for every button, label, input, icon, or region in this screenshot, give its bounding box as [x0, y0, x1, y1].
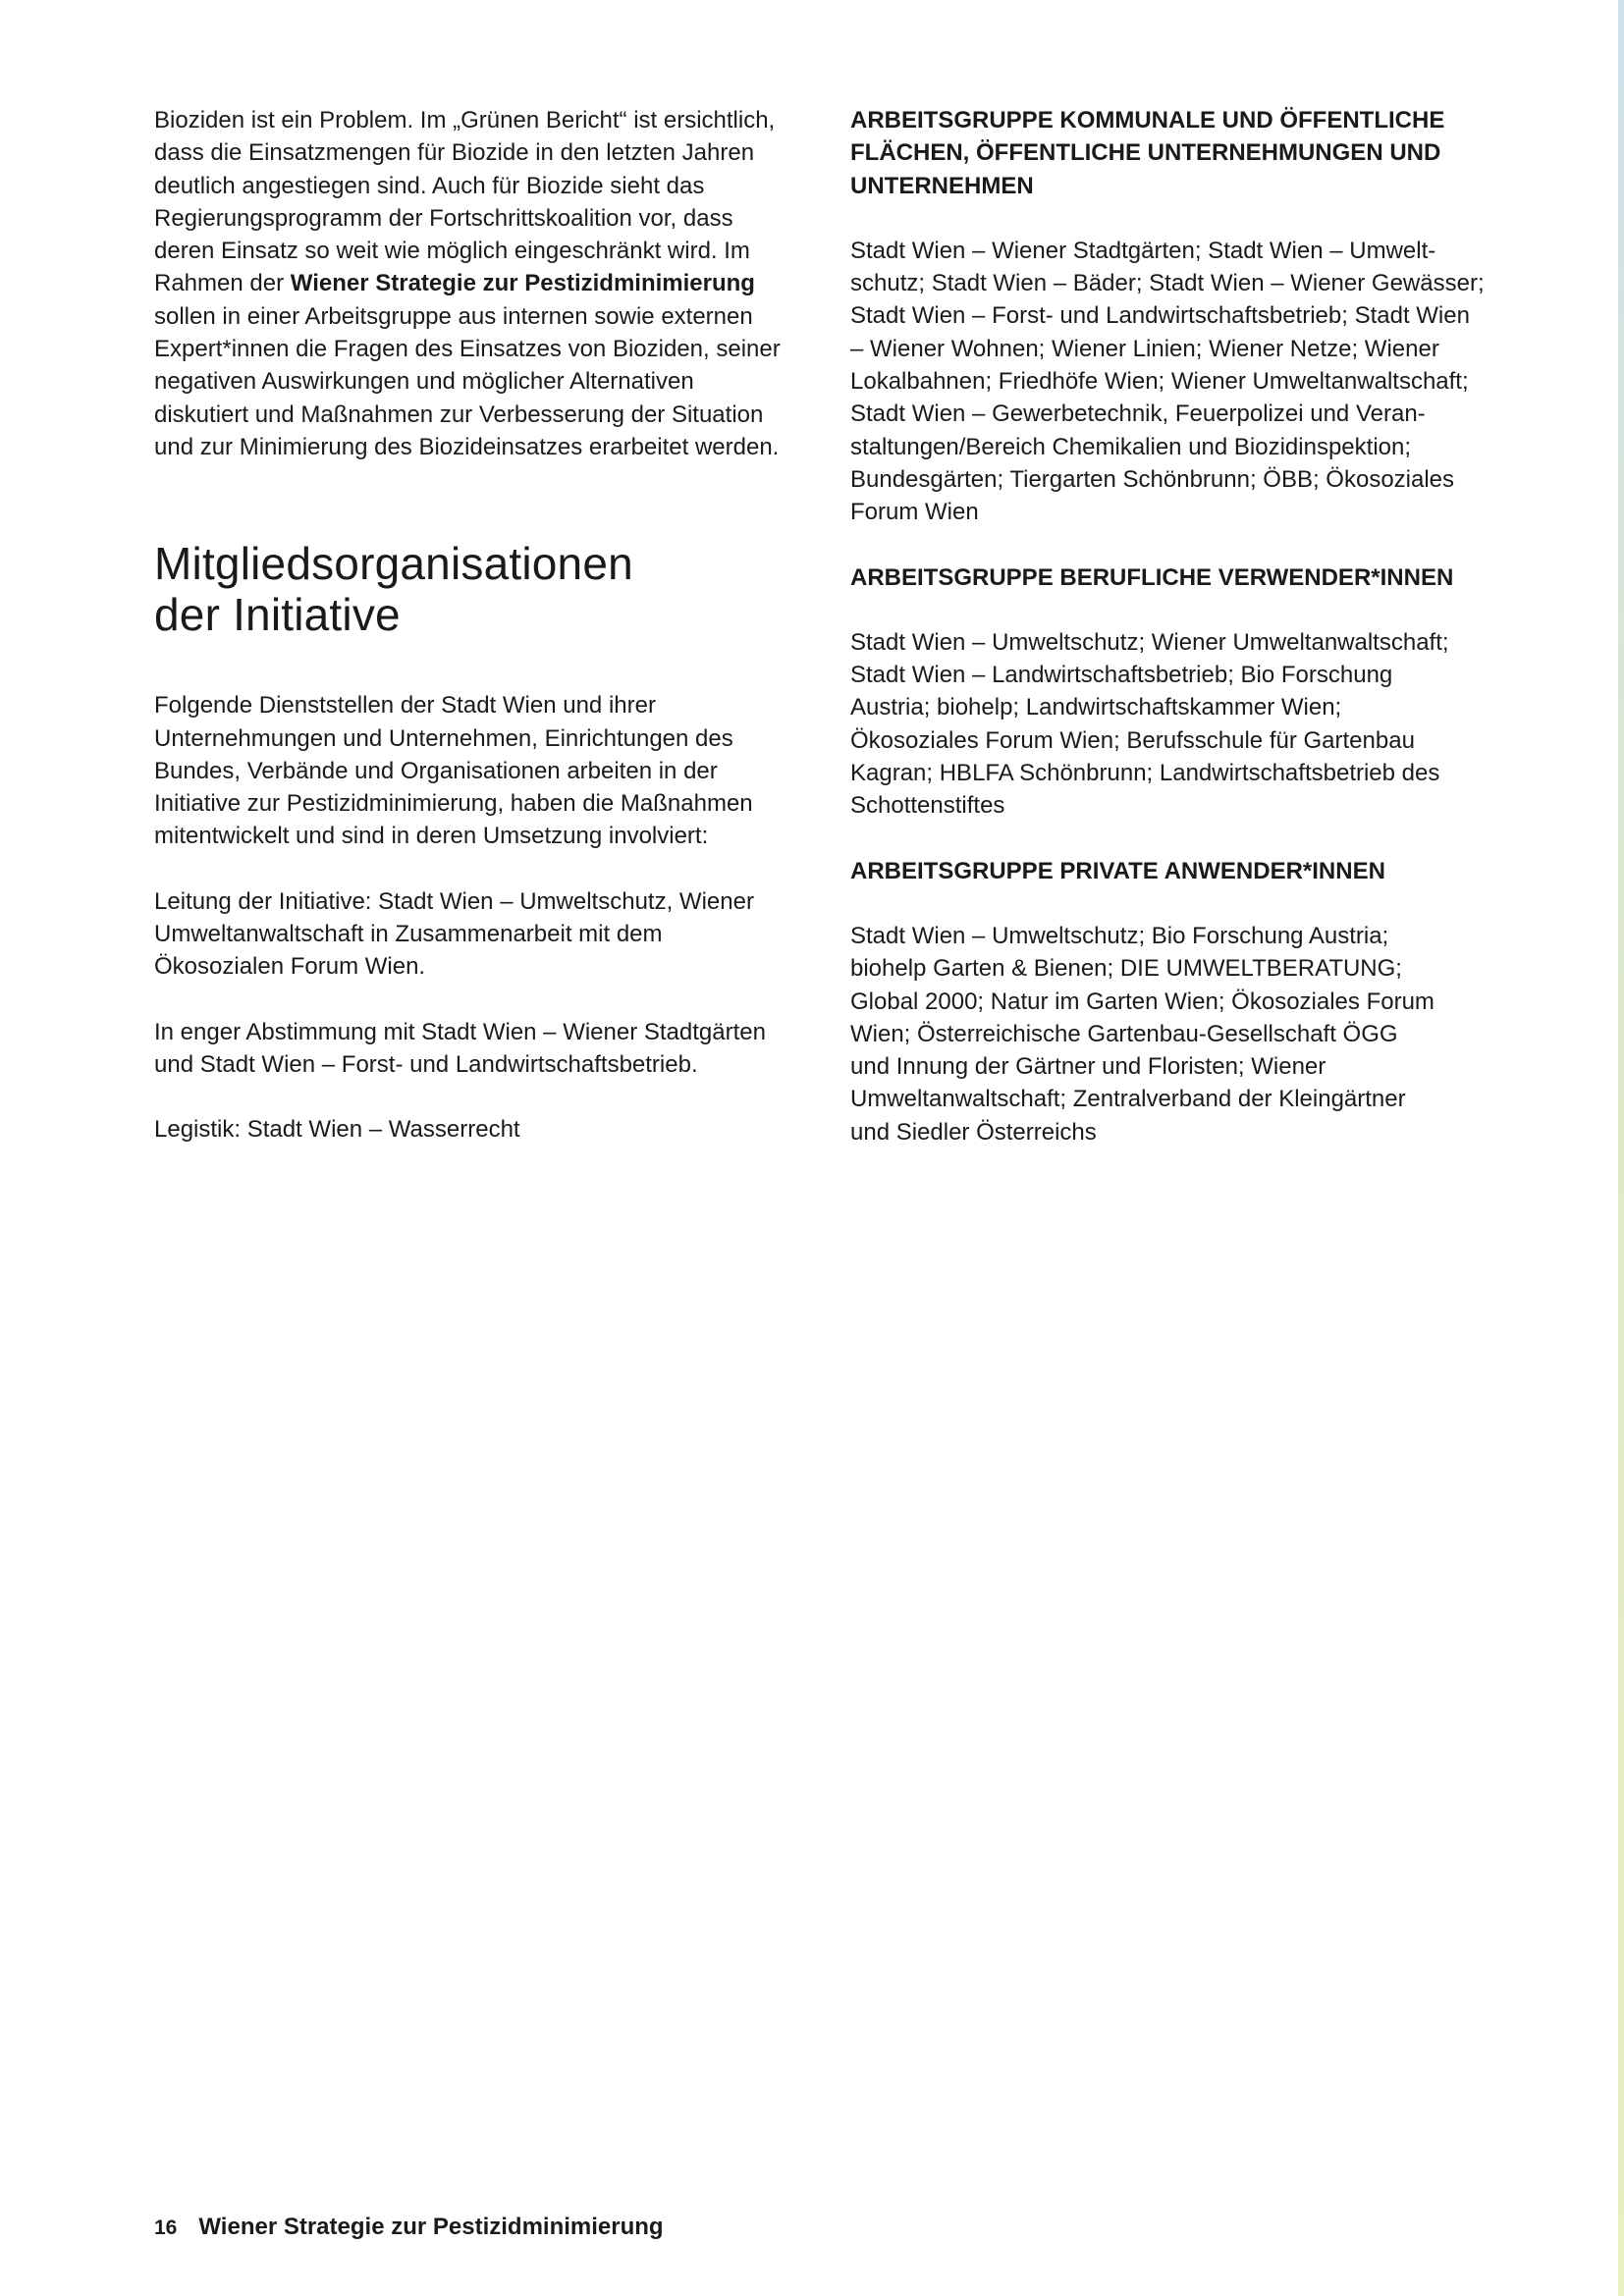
member-line: Wien; Österreichische Gartenbau-Gesellschaft ÖGG — [850, 1020, 1398, 1047]
member-line: biohelp Garten & Bienen; DIE UMWELTBERATUNG; — [850, 955, 1402, 983]
paragraph-line: Unternehmungen und Unternehmen, Einrichtungen des — [154, 724, 733, 752]
group-title-line: ARBEITSGRUPPE BERUFLICHE VERWENDER*INNEN — [850, 563, 1454, 591]
paragraph-line: Leitung der Initiative: Stadt Wien – Umweltschutz, Wiener — [154, 887, 754, 915]
member-line: Forum Wien — [850, 499, 979, 526]
member-line: Stadt Wien – Umweltschutz; Bio Forschung Austria; — [850, 922, 1389, 949]
right-column — [850, 104, 1508, 1148]
intro-line: Expert*innen die Fragen des Einsatzes von Bioziden, seiner — [154, 336, 781, 363]
intro-line: Bioziden ist ein Problem. Im „Grünen Bericht“ ist ersichtlich, — [154, 107, 776, 133]
paragraph-line: Bundes, Verbände und Organisationen arbeiten in der — [154, 757, 718, 784]
intro-line: sollen in einer Arbeitsgruppe aus internen sowie externen — [154, 302, 753, 330]
intro-paragraph — [154, 104, 822, 463]
members-intro-paragraph — [154, 689, 822, 852]
paragraph-line: Ökosozialen Forum Wien. — [154, 953, 426, 981]
working-group-members-municipal — [850, 235, 1508, 529]
intro-line: Rahmen der — [154, 270, 291, 297]
intro-line: deren Einsatz so weit wie möglich eingeschränkt wird. Im — [154, 238, 750, 265]
legistics-paragraph — [154, 1113, 822, 1146]
member-line: Kagran; HBLFA Schönbrunn; Landwirtschaftsbetrieb des — [850, 760, 1440, 787]
paragraph-line: Initiative zur Pestizidminimierung, haben die Maßnahmen — [154, 790, 753, 818]
publication-title: Wiener Strategie zur Pestizidminimierung — [198, 2214, 664, 2240]
heading-line: der Initiative — [154, 589, 401, 641]
member-line: und Siedler Österreichs — [850, 1118, 1097, 1146]
working-group-title-private — [850, 855, 1508, 887]
leadership-paragraph — [154, 885, 822, 984]
paragraph-line: Folgende Dienststellen der Stadt Wien und ihrer — [154, 692, 656, 720]
working-group-title-municipal — [850, 104, 1508, 202]
section-heading — [154, 538, 822, 640]
member-line: Lokalbahnen; Friedhöfe Wien; Wiener Umweltanwaltschaft; — [850, 368, 1469, 396]
page-number: 16 — [154, 2216, 178, 2239]
working-group-members-private — [850, 920, 1508, 1148]
intro-line: Regierungsprogramm der Fortschrittskoalition vor, dass — [154, 204, 733, 232]
member-line: Ökosoziales Forum Wien; Berufsschule für Gartenbau — [850, 726, 1415, 754]
intro-line: dass die Einsatzmengen für Biozide in den letzten Jahren — [154, 139, 755, 167]
member-line: Bundesgärten; Tiergarten Schönbrunn; ÖBB; Ökosoziales — [850, 465, 1455, 493]
working-group-members-professional — [850, 626, 1508, 823]
member-line: Stadt Wien – Landwirtschaftsbetrieb; Bio Forschung — [850, 662, 1393, 689]
left-column — [154, 104, 822, 1147]
page-edge-decoration — [1618, 0, 1624, 2296]
member-line: staltungen/Bereich Chemikalien und Biozidinspektion; — [850, 433, 1412, 460]
page-footer — [154, 2213, 664, 2243]
heading-line: Mitgliedsorganisationen — [154, 538, 633, 590]
member-line: Stadt Wien – Gewerbetechnik, Feuerpolizei und Veran- — [850, 400, 1426, 428]
member-line: und Innung der Gärtner und Floristen; Wiener — [850, 1053, 1326, 1081]
intro-line: negativen Auswirkungen und möglicher Alternativen — [154, 368, 694, 396]
paragraph-line: In enger Abstimmung mit Stadt Wien – Wiener Stadtgärten — [154, 1018, 766, 1045]
paragraph-line: Umweltanwaltschaft in Zusammenarbeit mit dem — [154, 921, 663, 948]
group-title-line: UNTERNEHMEN — [850, 172, 1034, 199]
group-title-line: FLÄCHEN, ÖFFENTLICHE UNTERNEHMUNGEN UND — [850, 139, 1441, 167]
intro-line: und zur Minimierung des Biozideinsatzes erarbeitet werden. — [154, 433, 780, 460]
group-title-line: ARBEITSGRUPPE PRIVATE ANWENDER*INNEN — [850, 857, 1385, 884]
member-line: Stadt Wien – Forst- und Landwirtschaftsbetrieb; Stadt Wien — [850, 302, 1470, 330]
member-line: schutz; Stadt Wien – Bäder; Stadt Wien – Wiener Gewässer; — [850, 270, 1485, 297]
paragraph-line: und Stadt Wien – Forst- und Landwirtschaftsbetrieb. — [154, 1050, 698, 1078]
group-title-line: ARBEITSGRUPPE KOMMUNALE UND ÖFFENTLICHE — [850, 107, 1445, 133]
member-line: Stadt Wien – Wiener Stadtgärten; Stadt Wien – Umwelt- — [850, 237, 1436, 264]
intro-line: deutlich angestiegen sind. Auch für Biozide sieht das — [154, 172, 705, 199]
coordination-paragraph — [154, 1016, 822, 1082]
member-line: Austria; biohelp; Landwirtschaftskammer Wien; — [850, 694, 1342, 721]
member-line: Schottenstiftes — [850, 792, 1005, 820]
paragraph-line: Legistik: Stadt Wien – Wasserrecht — [154, 1116, 520, 1144]
member-line: Stadt Wien – Umweltschutz; Wiener Umweltanwaltschaft; — [850, 628, 1449, 656]
working-group-title-professional — [850, 561, 1508, 594]
intro-line: diskutiert und Maßnahmen zur Verbesserung der Situation — [154, 400, 764, 428]
member-line: Umweltanwaltschaft; Zentralverband der Kleingärtner — [850, 1086, 1406, 1113]
member-line: Global 2000; Natur im Garten Wien; Ökosoziales Forum — [850, 988, 1435, 1015]
paragraph-line: mitentwickelt und sind in deren Umsetzung involviert: — [154, 823, 709, 850]
strategy-name-bold: Wiener Strategie zur Pestizidminimierung — [290, 270, 755, 297]
member-line: – Wiener Wohnen; Wiener Linien; Wiener Netze; Wiener — [850, 335, 1439, 362]
